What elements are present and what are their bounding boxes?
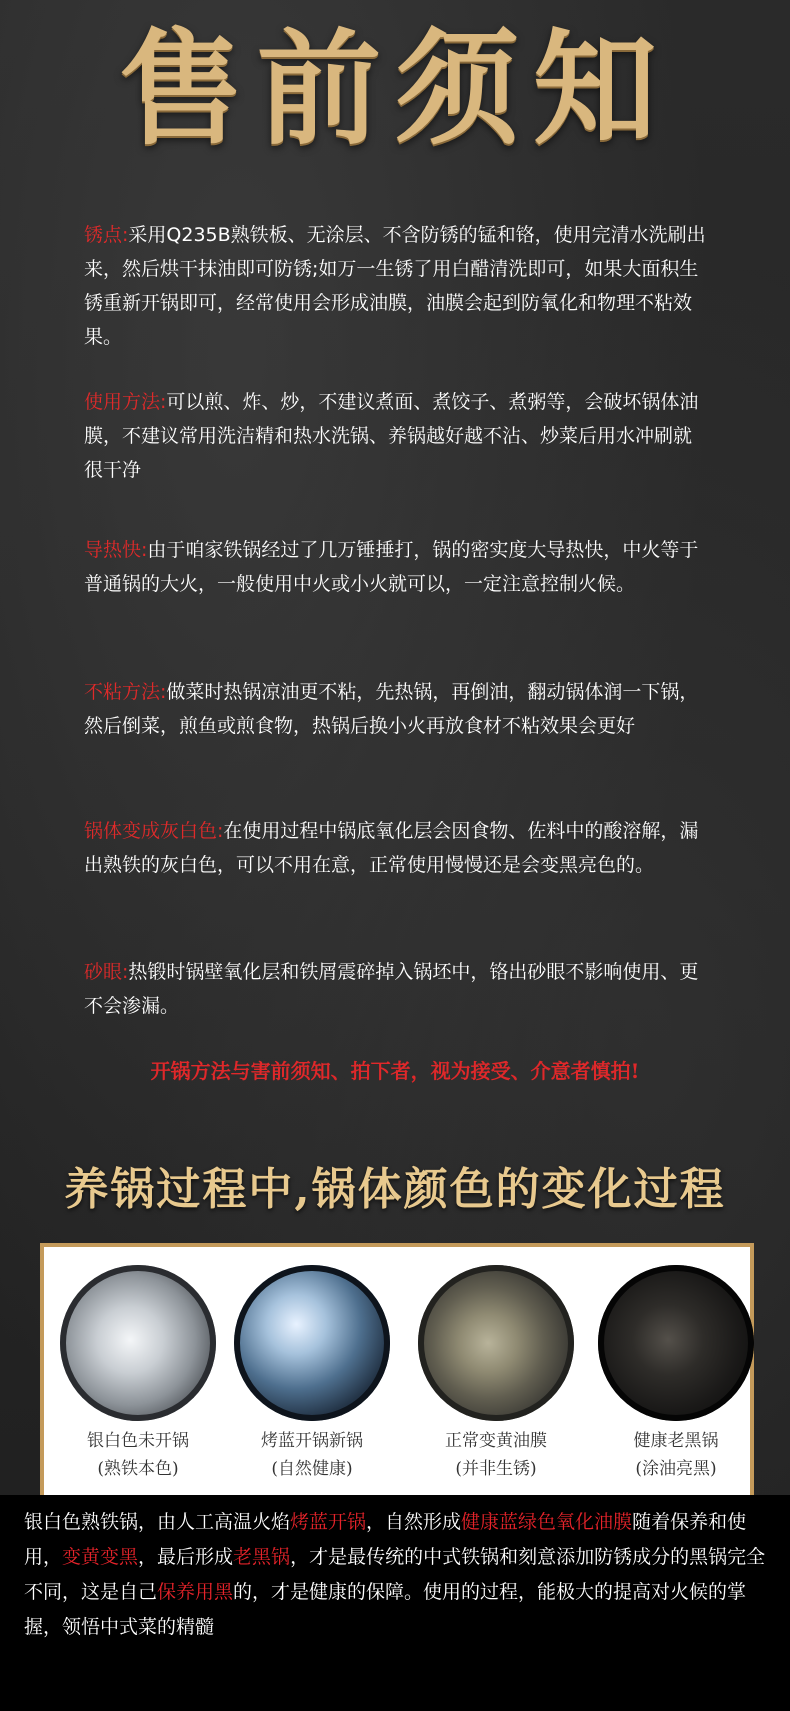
description-highlight: 健康蓝绿色氧化油膜 — [461, 1511, 633, 1533]
pan-caption — [406, 1427, 586, 1483]
pan-caption-note: (自然健康) — [271, 1459, 353, 1479]
section-label: 使用方法: — [84, 391, 167, 413]
description-part: ，自然形成 — [366, 1511, 462, 1533]
description-part: 的，才是健康的保障。使用的过程，能极大的提高对火候的掌握，领悟中式菜的精髓 — [24, 1581, 747, 1638]
description-part: ，才是最传统的中式铁锅和刻意添加防锈成分的黑锅完全不同，这是自己 — [24, 1546, 766, 1603]
section-label: 锅体变成灰白色: — [84, 820, 224, 842]
pan-caption-note: (熟铁本色) — [97, 1459, 179, 1479]
section-label: 不粘方法: — [84, 681, 167, 703]
section-usage — [84, 385, 708, 487]
section-rust — [84, 218, 708, 354]
description-text — [24, 1505, 772, 1645]
pan-caption — [222, 1427, 402, 1483]
pan-caption-title: 正常变黄油膜 — [445, 1431, 547, 1451]
description-highlight: 老黑锅 — [233, 1546, 291, 1568]
yellow-pan-image — [418, 1265, 574, 1421]
color-change-description — [0, 1495, 790, 1711]
section-gray — [84, 814, 708, 882]
section-label: 锈点: — [84, 224, 129, 246]
description-highlight: 保养用黑 — [157, 1581, 234, 1603]
section-text: 在使用过程中锅底氧化层会因食物、佐料中的酸溶解，漏出熟铁的灰白色，可以不用在意，正常使用慢慢还是会变黑亮色的。 — [84, 820, 699, 876]
silver-pan-image — [60, 1265, 216, 1421]
section-nonstick — [84, 675, 708, 743]
pan-caption-note: (涂油亮黑) — [635, 1459, 717, 1479]
section-text: 采用Q235B熟铁板、无涂层、不含防锈的锰和铬，使用完清水洗刷出来，然后烘干抹油即可防锈;如万一生锈了用白醋清洗即可，如果大面积生锈重新开锅即可，经常使用会形成油膜，油膜会起到防氧化和物理不粘效果。 — [84, 224, 706, 348]
description-part: 银白色熟铁锅，由人工高温火焰 — [24, 1511, 291, 1533]
section-label: 导热快: — [84, 539, 148, 561]
pan-caption-note: (并非生锈) — [455, 1459, 537, 1479]
description-highlight: 烤蓝开锅 — [290, 1511, 367, 1533]
section-text: 热锻时锅壁氧化层和铁屑震碎掉入锅坯中，铬出砂眼不影响使用、更不会渗漏。 — [84, 961, 699, 1017]
black-pan-image — [598, 1265, 754, 1421]
description-highlight: 变黄变黑 — [62, 1546, 139, 1568]
section-text: 由于咱家铁锅经过了几万锤捶打，锅的密实度大导热快，中火等于普通锅的大火，一般使用中火或小火就可以，一定注意控制火候。 — [84, 539, 699, 595]
description-part: 随着保养和使用， — [24, 1511, 747, 1568]
pan-caption-title: 银白色未开锅 — [87, 1431, 189, 1451]
section-pinhole — [84, 955, 708, 1023]
section-text: 做菜时热锅凉油更不粘，先热锅，再倒油，翻动锅体润一下锅，然后倒菜，煎鱼或煎食物，热锅后换小火再放食材不粘效果会更好 — [84, 681, 699, 737]
pan-caption-title: 健康老黑锅 — [633, 1431, 719, 1451]
page-title: 售前须知 — [118, 17, 671, 162]
section-label: 砂眼: — [84, 961, 129, 983]
section-text: 可以煎、炸、炒，不建议煮面、煮饺子、煮粥等，会破坏锅体油膜，不建议常用洗洁精和热水洗锅、养锅越好越不沾、炒菜后用水冲刷就很干净 — [84, 391, 699, 481]
description-part: ，最后形成 — [138, 1546, 234, 1568]
pan-caption — [586, 1427, 766, 1483]
pan-comparison-panel — [40, 1243, 754, 1499]
pan-caption-title: 烤蓝开锅新锅 — [261, 1431, 363, 1451]
blue-pan-image — [234, 1265, 390, 1421]
pan-caption — [48, 1427, 228, 1483]
section-heat — [84, 533, 708, 601]
purchase-notice: 开锅方法与害前须知、拍下者，视为接受、介意者慎拍! — [150, 1059, 640, 1083]
section-subtitle: 养锅过程中,锅体颜色的变化过程 — [64, 1164, 726, 1215]
